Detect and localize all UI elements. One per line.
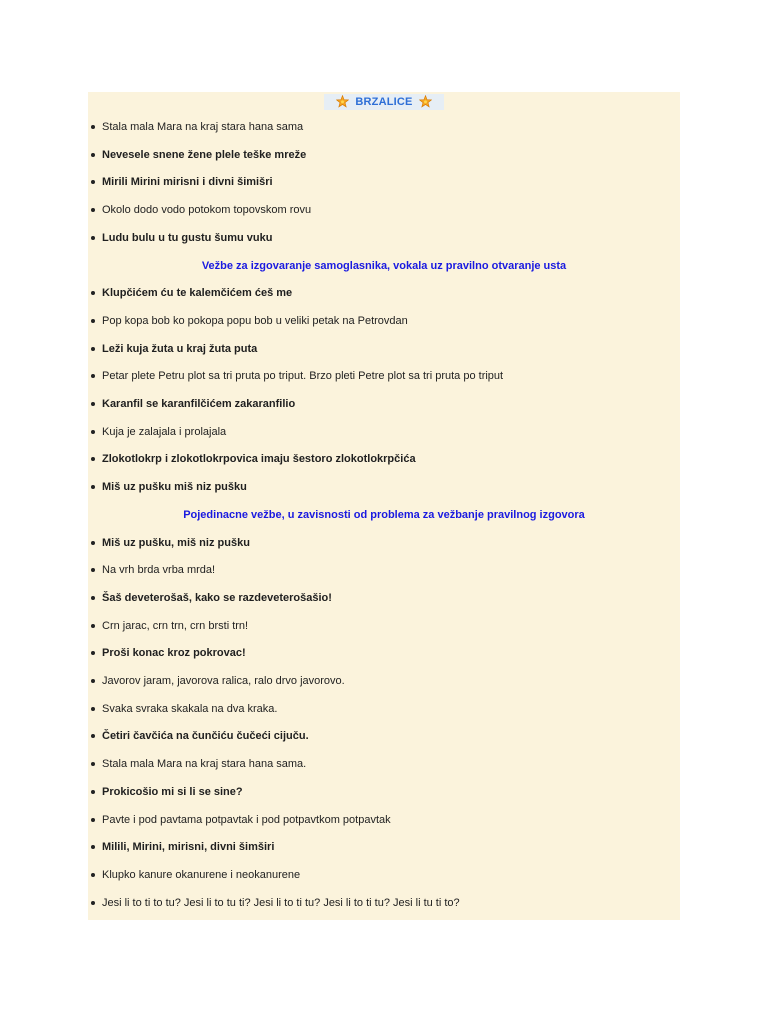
- list-item-text: Petar plete Petru plot sa tri pruta po triput. Brzo pleti Petre plot sa tri pruta po triput: [102, 370, 504, 383]
- list-item-text: Proši konac kroz pokrovac!: [102, 647, 246, 660]
- list-item: [88, 313, 680, 329]
- list-item: [88, 368, 680, 384]
- page-title: BRZALICE: [355, 96, 413, 108]
- bullet-icon: [91, 873, 95, 877]
- bullet-icon: [91, 845, 95, 849]
- list-item-text: Na vrh brda vrba mrda!: [102, 564, 216, 577]
- bullet-icon: [91, 624, 95, 628]
- list-item: [88, 562, 680, 578]
- list-item-text: Milili, Mirini, mirisni, divni šimširi: [102, 841, 275, 854]
- list-item-text: Nevesele snene žene plele teške mreže: [102, 148, 307, 161]
- list-item: [88, 701, 680, 717]
- list-item-text: Stala mala Mara na kraj stara hana sama.: [102, 758, 307, 771]
- list-item-text: Pop kopa bob ko pokopa popu bob u veliki petak na Petrovdan: [102, 314, 408, 327]
- list-item: [88, 812, 680, 828]
- list-item-text: Prokicošio mi si li se sine?: [102, 785, 243, 798]
- list-item: [88, 285, 680, 301]
- content-panel: [88, 92, 680, 920]
- list-item-text: Klupčićem ću te kalemčićem ćeš me: [102, 287, 293, 300]
- bullet-icon: [91, 485, 95, 489]
- list-item: [88, 119, 680, 135]
- list-item-text: Klupko kanure okanurene i neokanurene: [102, 868, 301, 881]
- bullet-icon: [91, 208, 95, 212]
- star-icon: [419, 95, 432, 108]
- star-icon: [336, 95, 349, 108]
- list-item: [88, 535, 680, 551]
- list-item-text: Javorov jaram, javorova ralica, ralo drvo javorovo.: [102, 675, 345, 687]
- bullet-icon: [91, 402, 95, 406]
- section-heading-individual: Pojedinacne vežbe, u zavisnosti od problema za vežbanje pravilnog izgovora: [183, 508, 585, 521]
- list-item: [88, 147, 680, 163]
- list-item: [88, 867, 680, 883]
- list-item: [88, 174, 680, 190]
- list-item: [88, 396, 680, 412]
- list-item: [88, 645, 680, 661]
- list-item: [88, 230, 680, 246]
- list-item: [88, 202, 680, 218]
- list-item-text: Četiri čavčića na čunčiću čučeći cijuču.: [102, 730, 309, 743]
- list-item-text: Okolo dodo vodo potokom topovskom rovu: [102, 204, 312, 217]
- list-item: [88, 756, 680, 772]
- list-item: [88, 839, 680, 855]
- list-item: [88, 341, 680, 357]
- list-item-text: Jesi li to ti to tu? Jesi li to tu ti? Jesi li to ti tu? Jesi li to ti tu? Jesi li tu ti to?: [102, 896, 460, 909]
- list-item-text: Stala mala Mara na kraj stara hana sama: [102, 121, 304, 133]
- list-item-text: Leži kuja žuta u kraj žuta puta: [102, 342, 258, 355]
- list-item: [88, 728, 680, 744]
- list-item-text: Šaš deveterošaš, kako se razdeveterošašio!: [102, 591, 332, 604]
- bullet-icon: [91, 790, 95, 794]
- bullet-icon: [91, 734, 95, 738]
- list-item-text: Svaka svraka skakala na dva kraka.: [102, 702, 278, 715]
- list-item: [88, 451, 680, 467]
- list-item-text: Mirili Mirini mirisni i divni šimišri: [102, 176, 273, 189]
- bullet-icon: [91, 457, 95, 461]
- title-box: [324, 94, 443, 110]
- bullet-icon: [91, 125, 95, 129]
- bullet-icon: [91, 568, 95, 572]
- list-item-text: Miš uz pušku, miš niz pušku: [102, 536, 250, 549]
- list-item-text: Kuja je zalajala i prolajala: [102, 425, 227, 438]
- bullet-icon: [91, 319, 95, 323]
- list-item-text: Zlokotlokrp i zlokotlokrpovica imaju šestoro zlokotlokrpčića: [102, 453, 416, 466]
- list-item-text: Pavte i pod pavtama potpavtak i pod potpavtkom potpavtak: [102, 813, 391, 826]
- list-item: [88, 895, 680, 911]
- bullet-icon: [91, 651, 95, 655]
- bullet-icon: [91, 291, 95, 295]
- bullet-icon: [91, 679, 95, 683]
- list-item: [88, 618, 680, 634]
- bullet-icon: [91, 762, 95, 766]
- list-item: [88, 673, 680, 689]
- title-bar: [88, 92, 680, 108]
- list-item-text: Miš uz pušku miš niz pušku: [102, 481, 247, 494]
- bullet-icon: [91, 541, 95, 545]
- list-item: [88, 590, 680, 606]
- bullet-icon: [91, 818, 95, 822]
- bullet-icon: [91, 901, 95, 905]
- bullet-icon: [91, 236, 95, 240]
- bullet-icon: [91, 180, 95, 184]
- bullet-icon: [91, 430, 95, 434]
- list-item-text: Ludu bulu u tu gustu šumu vuku: [102, 231, 273, 244]
- bullet-icon: [91, 707, 95, 711]
- bullet-icon: [91, 374, 95, 378]
- bullet-icon: [91, 347, 95, 351]
- section-heading-vowels: Vežbe za izgovaranje samoglasnika, vokala uz pravilno otvaranje usta: [201, 259, 567, 272]
- list-item-text: Karanfil se karanfilčićem zakaranfilio: [102, 398, 296, 410]
- list-item-text: Crn jarac, crn trn, crn brsti trn!: [102, 619, 249, 632]
- list-item: [88, 479, 680, 495]
- bullet-icon: [91, 596, 95, 600]
- list-item: [88, 784, 680, 800]
- bullet-icon: [91, 153, 95, 157]
- list-item: [88, 424, 680, 440]
